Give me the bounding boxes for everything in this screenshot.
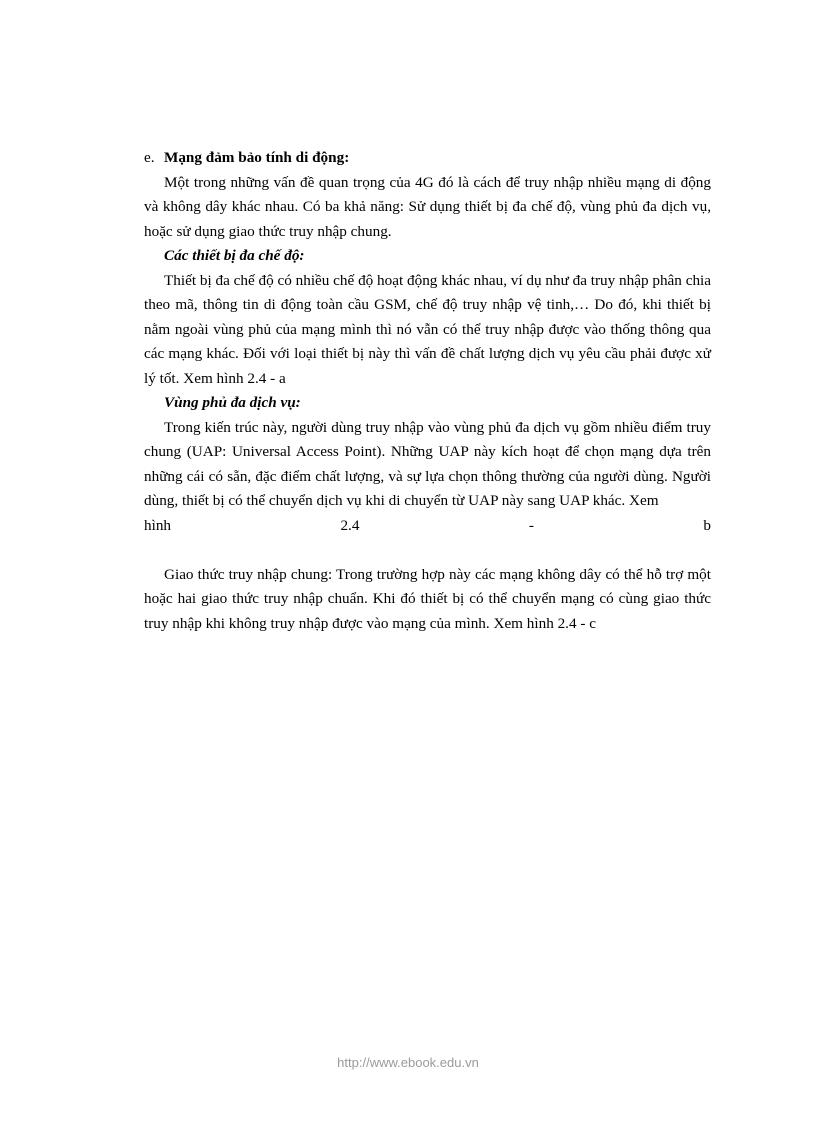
overlay-last-word-3: - [528,516,534,534]
common-protocol-paragraph: Giao thức truy nhập chung: Trong trường hợp này các mạng không dây có thể hỗ trợ một hoặc hai giao thức truy nhập chuẩn. Khi đó thiết bị có thể chuyển mạng có cùng giao thức truy nhập khi không truy nhập được vào mạng của mình. Xem hình 2.4 - c [144,565,711,632]
paragraph-gap [144,538,711,563]
overlay-last-word-2: 2.4 [340,516,360,534]
overlay-paragraph: Trong kiến trúc này, người dùng truy nhập vào vùng phủ đa dịch vụ gồm nhiều điểm truy chung (UAP: Universal Access Point). Những UAP này kích hoạt để chọn mạng dựa trên những cái có sẵn, đặc điểm chất lượng, và sự lựa chọn thông thường của người dùng. Người dùng, thiết bị có thể chuyển dịch vụ khi di chuyển từ UAP này sang UAP khác. Xem [144,418,711,509]
footer-url: http://www.ebook.edu.vn [337,1055,479,1070]
page-content [144,146,711,636]
overlay-heading: Vùng phủ đa dịch vụ: [164,394,301,411]
intro-paragraph: Một trong những vấn đề quan trọng của 4G đó là cách để truy nhập nhiều mạng di động và không dây khác nhau. Có ba khả năng: Sử dụng thiết bị đa chế độ, vùng phủ đa dịch vụ, hoặc sử dụng giao thức truy nhập chung. [144,173,711,240]
overlay-last-word-4: b [703,516,711,534]
multimode-paragraph: Thiết bị đa chế độ có nhiều chế độ hoạt động khác nhau, ví dụ như đa truy nhập phân chia theo mã, thông tin di động toàn cầu GSM, chế độ truy nhập vệ tinh,… Do đó, khi thiết bị nằm ngoài vùng phủ của mạng mình thì nó vẫn có thể truy nhập được vào thống thông qua các mạng khác. Đối với loại thiết bị này thì vấn đề chất lượng dịch vụ yêu cầu phải được xử lý tốt. Xem hình 2.4 - a [144,271,711,387]
section-marker: e. [144,149,155,166]
multimode-heading: Các thiết bị đa chế độ: [164,247,305,264]
overlay-last-line [144,514,711,539]
section-heading [144,146,711,171]
overlay-last-word-1: hình [144,516,172,534]
section-title: Mạng đảm bảo tính di động: [164,149,350,166]
